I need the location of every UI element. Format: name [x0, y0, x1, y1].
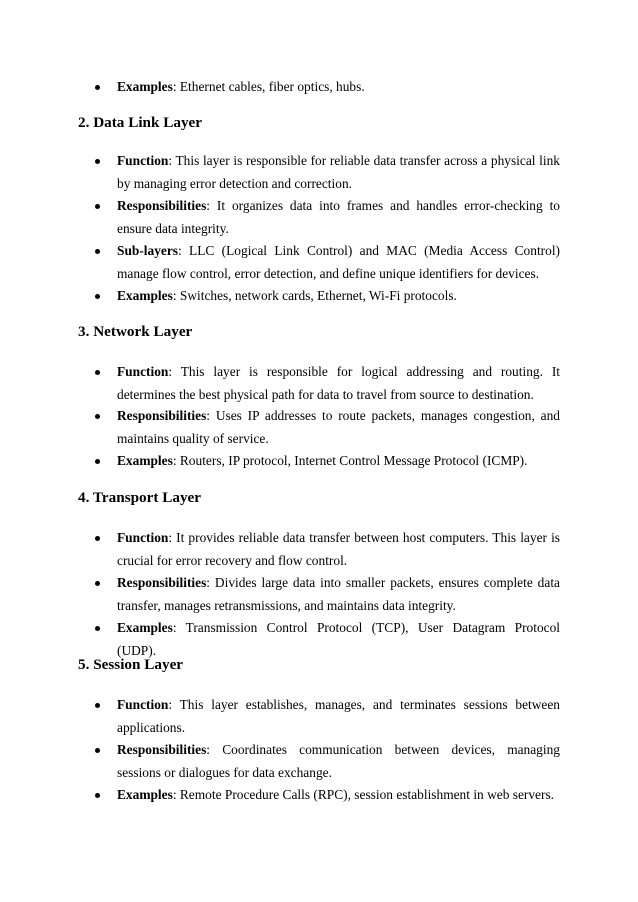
bullet-label: Responsibilities: [117, 742, 207, 757]
bullet-text: [117, 240, 560, 285]
bullet-text: [117, 361, 560, 406]
bullet-label: Responsibilities: [117, 198, 207, 213]
bullet-label: Function: [117, 153, 169, 168]
bullet-body: : Coordinates communication between devices, managing sessions or dialogues for data exchange.: [117, 742, 560, 780]
bullet-body: : It organizes data into frames and handles error-checking to ensure data integrity.: [117, 198, 560, 236]
bullet-label: Responsibilities: [117, 575, 207, 590]
section-heading: 5. Session Layer: [78, 656, 184, 673]
bullet-text: [117, 572, 560, 617]
bullet-body: : It provides reliable data transfer between host computers. This layer is crucial for error recovery and flow control.: [117, 530, 560, 568]
bullet-icon: [95, 294, 100, 299]
bullet-icon: [95, 626, 100, 631]
bullet-body: : This layer is responsible for logical addressing and routing. It determines the best physical path for data to travel from source to destination.: [117, 364, 560, 402]
bullet-icon: [95, 249, 100, 254]
section-heading: 3. Network Layer: [78, 323, 193, 340]
bullet-body: : Divides large data into smaller packets, ensures complete data transfer, manages retransmissions, and maintains data integrity.: [117, 575, 560, 613]
bullet-text: [117, 405, 560, 450]
bullet-icon: [95, 536, 100, 541]
bullet-icon: [95, 370, 100, 375]
bullet-text: [117, 150, 560, 195]
bullet-label: Responsibilities: [117, 408, 207, 423]
bullet-label: Function: [117, 364, 169, 379]
bullet-label: Examples: [117, 79, 173, 94]
bullet-icon: [95, 159, 100, 164]
bullet-icon: [95, 703, 100, 708]
bullet-icon: [95, 793, 100, 798]
bullet-icon: [95, 204, 100, 209]
bullet-body: : Ethernet cables, fiber optics, hubs.: [172, 79, 365, 94]
bullet-text: [117, 76, 560, 99]
bullet-text: [117, 450, 560, 473]
bullet-label: Function: [117, 530, 169, 545]
bullet-body: : Switches, network cards, Ethernet, Wi-Fi protocols.: [172, 288, 457, 303]
bullet-icon: [95, 414, 100, 419]
bullet-text: [117, 195, 560, 240]
bullet-icon: [95, 459, 100, 464]
section-heading: 4. Transport Layer: [78, 489, 202, 506]
bullet-label: Examples: [117, 288, 173, 303]
bullet-icon: [95, 581, 100, 586]
bullet-icon: [95, 748, 100, 753]
bullet-text: [117, 739, 560, 784]
bullet-body: : Uses IP addresses to route packets, manages congestion, and maintains quality of service.: [117, 408, 560, 446]
bullet-text: [117, 617, 560, 662]
bullet-label: Sub-layers: [117, 243, 179, 258]
bullet-body: : Transmission Control Protocol (TCP), User Datagram Protocol (UDP).: [117, 620, 560, 658]
bullet-label: Examples: [117, 787, 173, 802]
bullet-label: Function: [117, 697, 169, 712]
bullet-text: [117, 784, 560, 807]
bullet-body: : LLC (Logical Link Control) and MAC (Media Access Control) manage flow control, error detection, and define unique identifiers for devices.: [117, 243, 560, 281]
bullet-label: Examples: [117, 620, 173, 635]
bullet-text: [117, 527, 560, 572]
bullet-text: [117, 285, 560, 308]
bullet-text: [117, 694, 560, 739]
section-heading: 2. Data Link Layer: [78, 114, 203, 131]
bullet-body: : Routers, IP protocol, Internet Control Message Protocol (ICMP).: [172, 453, 528, 468]
bullet-body: : Remote Procedure Calls (RPC), session establishment in web servers.: [172, 787, 555, 802]
bullet-body: : This layer is responsible for reliable data transfer across a physical link by managing error detection and correction.: [117, 153, 560, 191]
bullet-icon: [95, 85, 100, 90]
bullet-label: Examples: [117, 453, 173, 468]
bullet-body: : This layer establishes, manages, and terminates sessions between applications.: [117, 697, 560, 735]
